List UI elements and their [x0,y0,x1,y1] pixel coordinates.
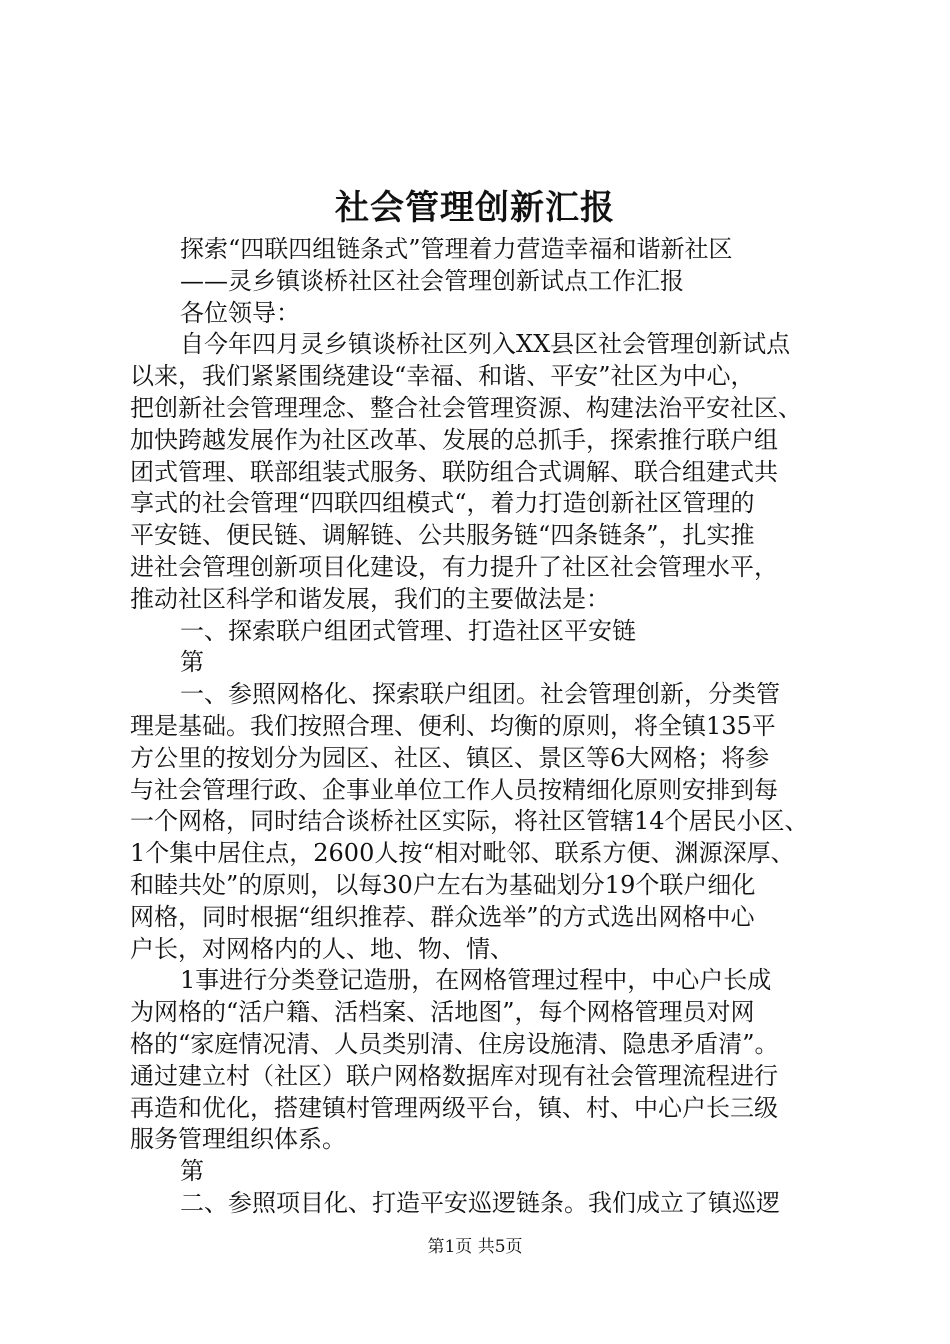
text-line: 一、探索联户组团式管理、打造社区平安链 [180,616,636,645]
text-line: ——灵乡镇谈桥社区社会管理创新试点工作汇报 [180,266,684,295]
text-line: 第 [180,648,204,677]
text-line: 一、参照网格化、探索联户组团。社会管理创新，分类管 [180,680,780,709]
text-line: 与社会管理行政、企事业单位工作人员按精细化原则安排到每 [130,775,778,804]
text-line: 为网格的“活户籍、活档案、活地图”，每个网格管理员对网 [130,998,755,1027]
text-line: 一个网格，同时结合谈桥社区实际，将社区管辖14个居民小区、 [130,807,809,836]
text-line: 把创新社会管理理念、整合社会管理资源、构建法治平安社区、 [130,393,802,422]
text-line: 探索“四联四组链条式”管理着力营造幸福和谐新社区 [180,235,733,263]
text-line: 理是基础。我们按照合理、便利、均衡的原则，将全镇135平 [130,711,776,740]
text-line: 团式管理、联部组装式服务、联防组合式调解、联合组建式共 [130,457,778,486]
text-line: 网格，同时根据“组织推荐、群众选举”的方式选出网格中心 [130,902,755,931]
text-line: 和睦共处”的原则，以每30户左右为基础划分19个联户细化 [130,870,756,899]
text-line: 享式的社会管理“四联四组模式“，着力打造创新社区管理的 [130,489,755,518]
text-line: 户长，对网格内的人、地、物、情、 [130,934,514,963]
text-line: 各位领导： [180,298,300,327]
document-title: 社会管理创新汇报 [335,188,615,228]
document-body [130,234,836,1220]
text-line: 加快跨越发展作为社区改革、发展的总抓手，探索推行联户组 [130,425,778,454]
text-line: 格的“家庭情况清、人员类别清、住房设施清、隐患矛盾清”。 [130,1029,779,1058]
text-line: 平安链、便民链、调解链、公共服务链“四条链条”，扎实推 [130,521,755,550]
text-line: 自今年四月灵乡镇谈桥社区列入XX县区社会管理创新试点 [180,330,791,359]
text-line: 1事进行分类登记造册，在网格管理过程中，中心户长成 [180,966,772,995]
text-line: 推动社区科学和谐发展，我们的主要做法是： [130,584,610,613]
text-line: 通过建立村（社区）联户网格数据库对现有社会管理流程进行 [130,1061,778,1090]
text-line: 服务管理组织体系。 [130,1125,346,1154]
text-line: 第 [180,1157,204,1186]
text-line: 1个集中居住点，2600人按“相对毗邻、联系方便、渊源深厚、 [130,839,795,868]
text-line: 进社会管理创新项目化建设，有力提升了社区社会管理水平， [130,552,778,581]
text-line: 二、参照项目化、打造平安巡逻链条。我们成立了镇巡逻 [180,1188,780,1217]
text-line: 方公里的按划分为园区、社区、镇区、景区等6大网格；将参 [130,743,770,772]
text-line: 以来，我们紧紧围绕建设“幸福、和谐、平安”社区为中心， [130,362,755,391]
text-line: 再造和优化，搭建镇村管理两级平台，镇、村、中心户长三级 [130,1093,778,1122]
page-footer: 第1页 共5页 [427,1237,523,1257]
